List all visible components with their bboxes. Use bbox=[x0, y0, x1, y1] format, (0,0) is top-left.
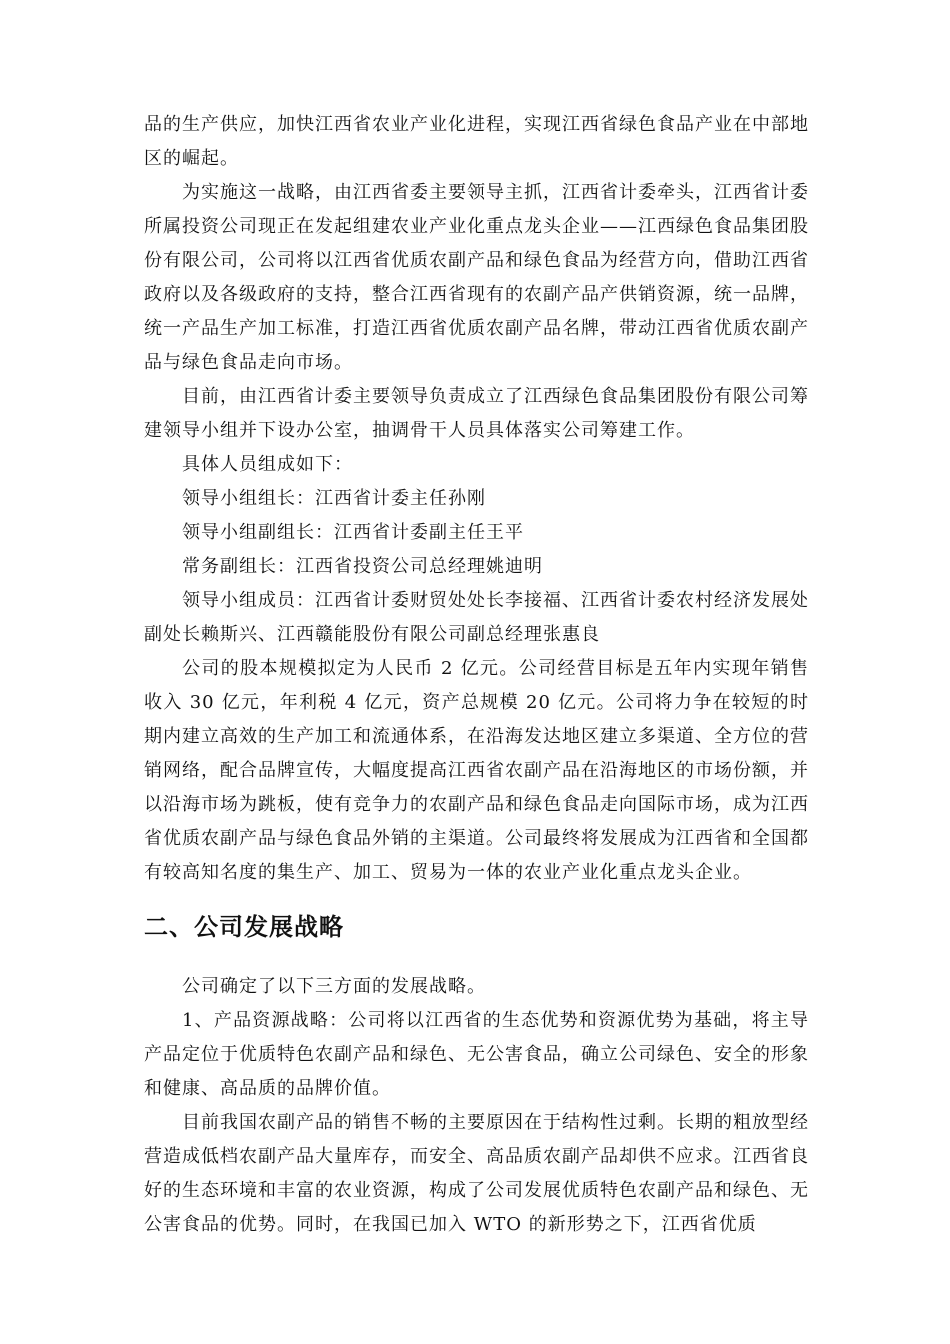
paragraph-market-analysis: 目前我国农副产品的销售不畅的主要原因在于结构性过剩。长期的粗放型经营造成低档农副产品大量库存，而安全、高品质农副产品却供不应求。江西省良好的生态环境和丰富的农业资源，构成了公司发展优质特色农副产品和绿色、无公害食品的优势。同时，在我国已加入 WTO 的新形势之下，江西省优质 bbox=[144, 1112, 809, 1235]
paragraph-strategy-intro: 公司确定了以下三方面的发展战略。 bbox=[182, 976, 486, 997]
document-body bbox=[144, 108, 809, 1242]
paragraph-executive-deputy: 常务副组长：江西省投资公司总经理姚迪明 bbox=[182, 556, 543, 577]
paragraph-group-members: 领导小组成员：江西省计委财贸处处长李接福、江西省计委农村经济发展处副处长赖斯兴、江西赣能股份有限公司副总经理张惠良 bbox=[144, 590, 809, 645]
paragraph-members-intro: 具体人员组成如下： bbox=[182, 454, 353, 475]
paragraph-continuation: 品的生产供应，加快江西省农业产业化进程，实现江西省绿色食品产业在中部地区的崛起。 bbox=[144, 114, 809, 169]
paragraph-group-leader: 领导小组组长：江西省计委主任孙刚 bbox=[182, 488, 486, 509]
paragraph-product-strategy: 1、产品资源战略：公司将以江西省的生态优势和资源优势为基础，将主导产品定位于优质特色农副产品和绿色、无公害食品，确立公司绿色、安全的形象和健康、高品质的品牌价值。 bbox=[144, 1010, 809, 1099]
paragraph-strategy-implementation: 为实施这一战略，由江西省委主要领导主抓，江西省计委牵头，江西省计委所属投资公司现正在发起组建农业产业化重点龙头企业——江西绿色食品集团股份有限公司，公司将以江西省优质农副产品和绿色食品为经营方向，借助江西省政府以及各级政府的支持，整合江西省现有的农副产品产供销资源，统一品牌，统一产品生产加工标准，打造江西省优质农副产品名牌，带动江西省优质农副产品与绿色食品走向市场。 bbox=[144, 182, 809, 373]
paragraph-deputy-leader: 领导小组副组长：江西省计委副主任王平 bbox=[182, 522, 524, 543]
paragraph-preparatory-group: 目前，由江西省计委主要领导负责成立了江西绿色食品集团股份有限公司筹建领导小组并下设办公室，抽调骨干人员具体落实公司筹建工作。 bbox=[144, 386, 809, 441]
paragraph-capital-goals: 公司的股本规模拟定为人民币 2 亿元。公司经营目标是五年内实现年销售收入 30 亿元，年利税 4 亿元，资产总规模 20 亿元。公司将力争在较短的时期内建立高效的生产加工和流通体系，在沿海发达地区建立多渠道、全方位的营销网络，配合品牌宣传，大幅度提高江西省农副产品在沿海地区的市场份额，并以沿海市场为跳板，使有竞争力的农副产品和绿色食品走向国际市场，成为江西省优质农副产品与绿色食品外销的主渠道。公司最终将发展成为江西省和全国都有较高知名度的集生产、加工、贸易为一体的农业产业化重点龙头企业。 bbox=[144, 658, 809, 883]
section-heading: 二、公司发展战略 bbox=[144, 913, 344, 941]
